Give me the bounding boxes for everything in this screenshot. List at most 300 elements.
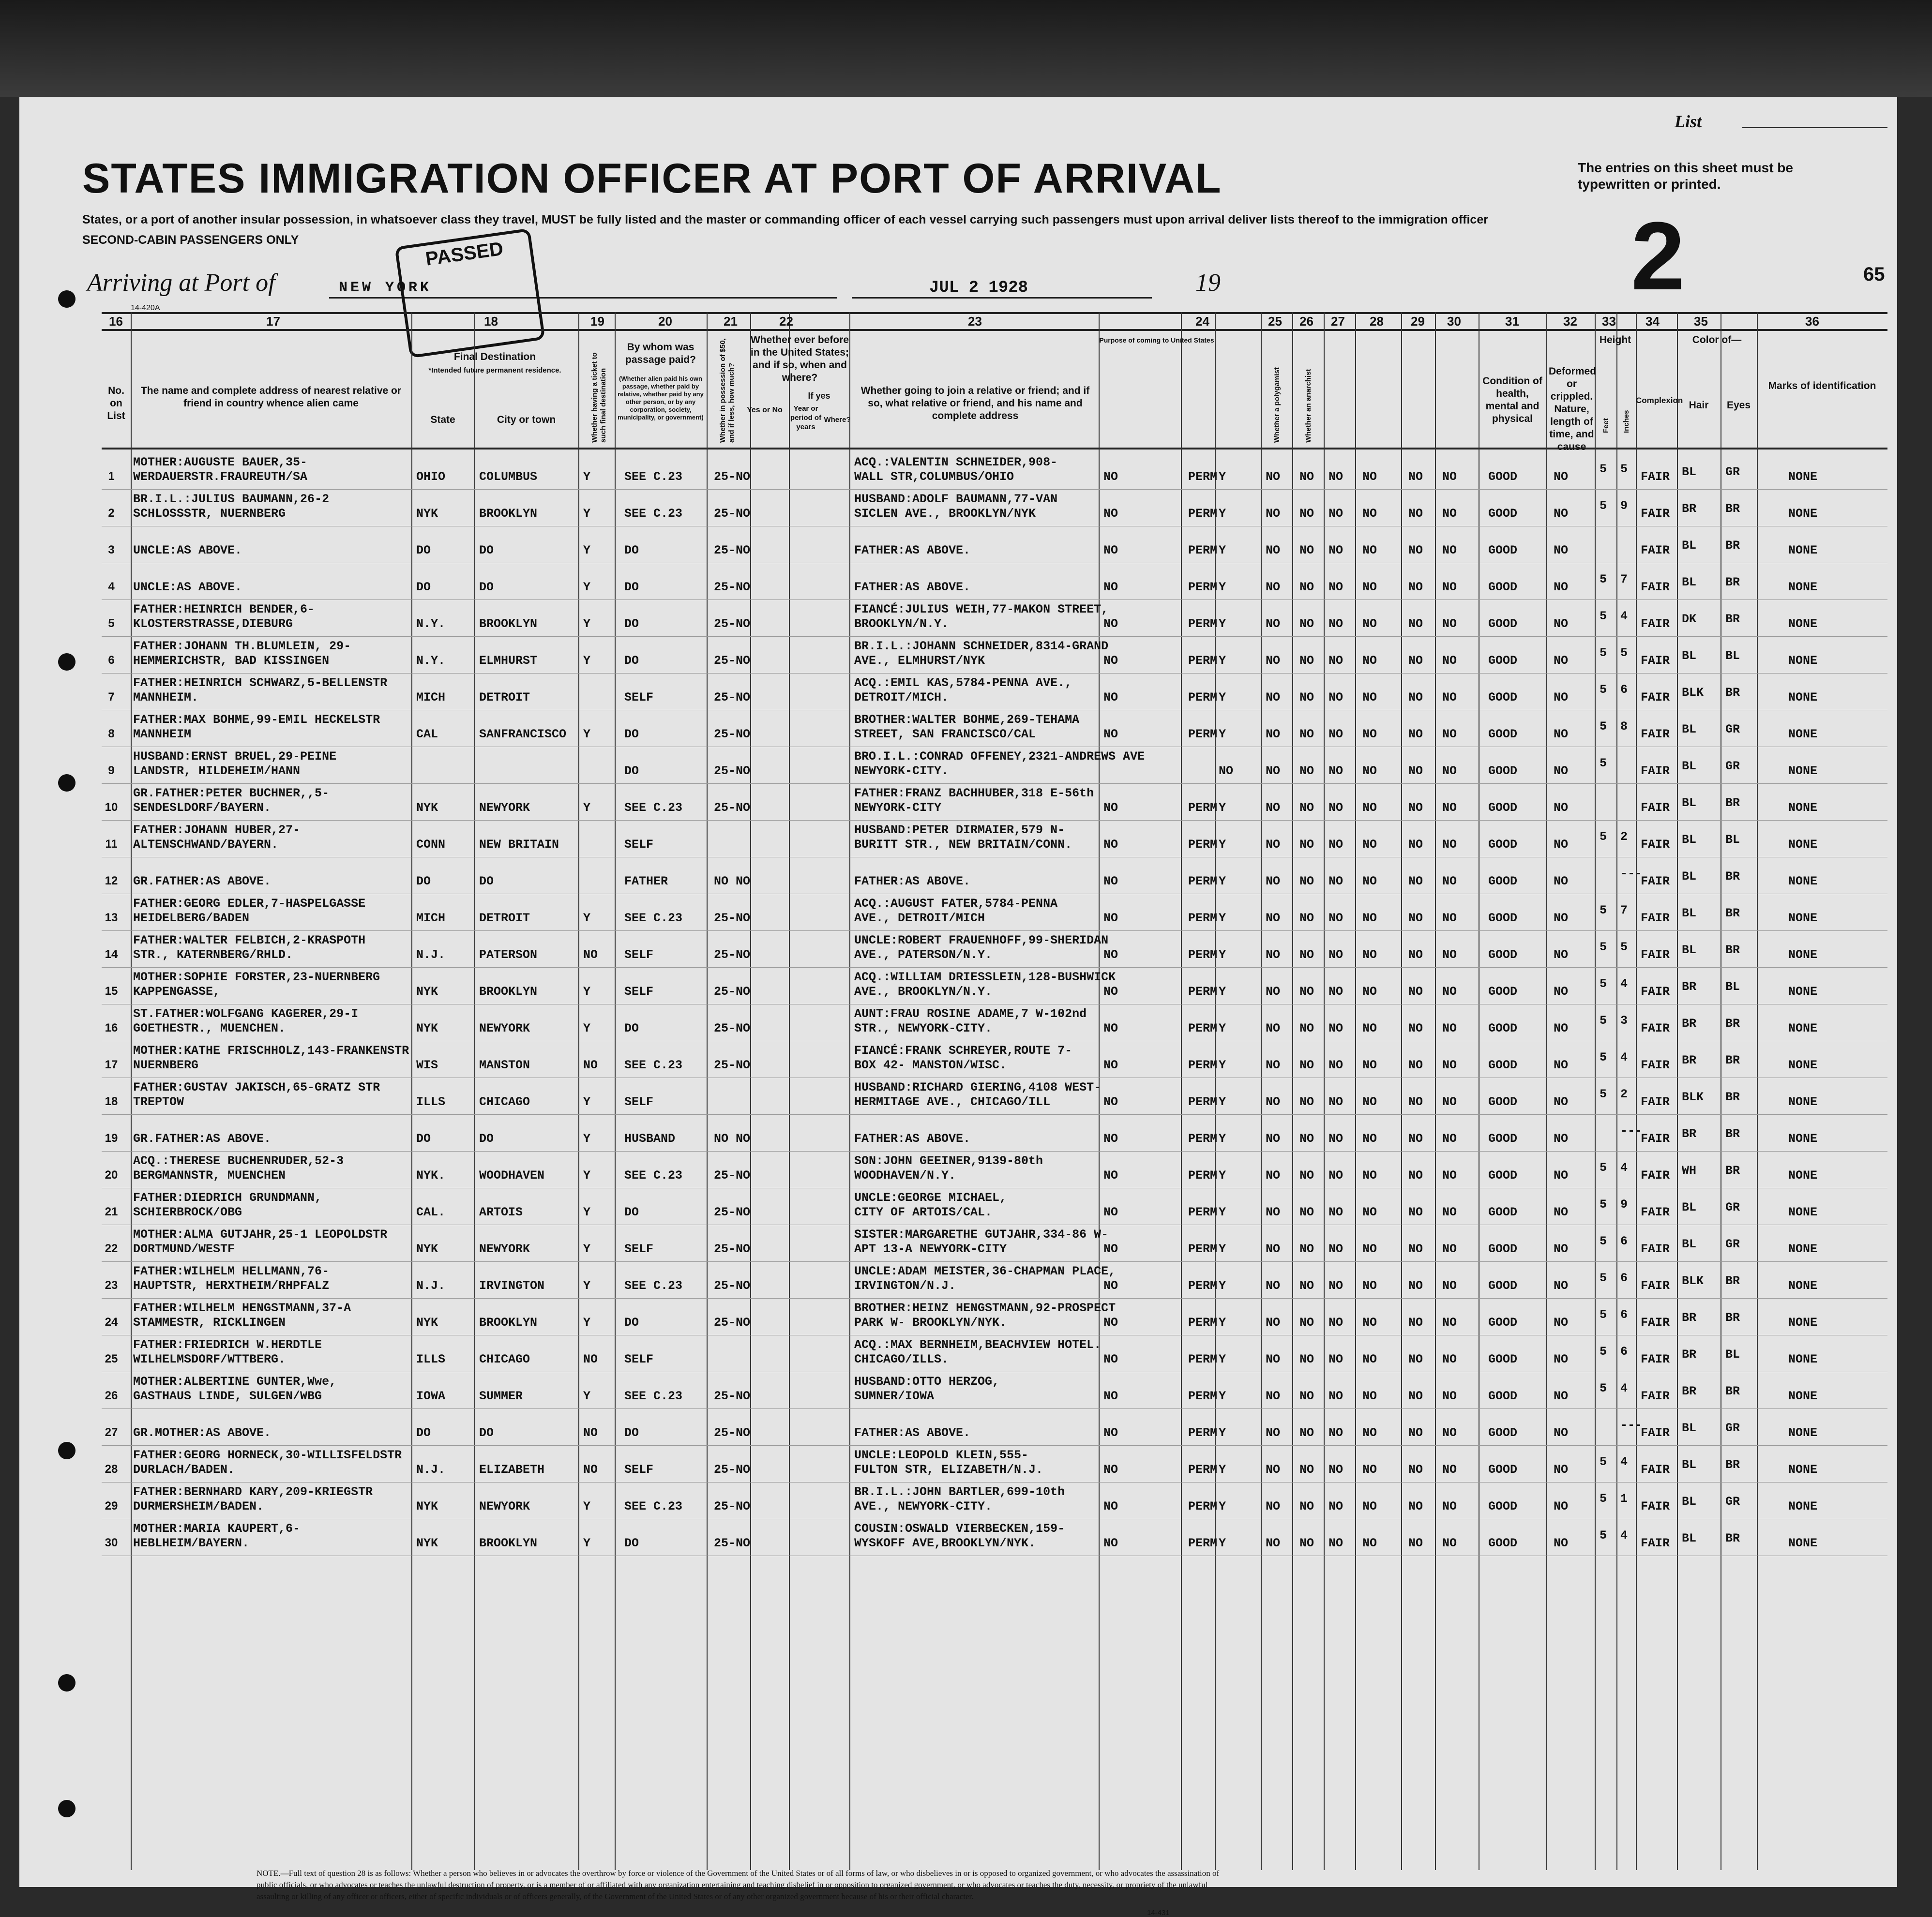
cell-paid: DO [624,1316,639,1330]
cell-in: 8 [1620,719,1628,734]
binder-hole [58,1674,75,1692]
cell-ft: 5 [1600,683,1607,697]
cell-money: 25-NO [714,1499,751,1513]
cell-paid: DO [624,1426,639,1440]
cell-marks: NONE [1788,1316,1818,1330]
cell-health: GOOD [1488,617,1518,631]
cell-no: 30 [105,1536,118,1549]
cell-in: 6 [1620,1234,1628,1248]
cell-money: 25-NO [714,1021,751,1035]
cell-comp: FAIR [1641,1168,1670,1183]
cell-state: MICH [416,690,446,704]
cell-join2: AVE., DETROIT/MICH [854,911,985,925]
cell-state: NYK [416,801,438,815]
cell-q29: NO [1408,654,1423,668]
cell-comp: FAIR [1641,1132,1670,1146]
cell-q25: NO [1266,1536,1281,1550]
cell-d1: NO [1103,911,1118,925]
cell-no: 4 [108,580,115,593]
cell-join1: SISTER:MARGARETHE GUTJAHR,334-86 W- [854,1228,1109,1242]
cell-money: 25-NO [714,1242,751,1256]
cell-q25: NO [1266,1279,1281,1293]
cell-comp: FAIR [1641,1463,1670,1477]
cell-hair: BR [1682,1348,1697,1362]
cell-d1: NO [1103,1168,1118,1183]
cell-rel2: HEIDELBERG/BADEN [133,911,250,925]
cell-q26: NO [1299,1205,1314,1219]
cell-q29: NO [1408,1095,1423,1109]
header-year-period: Year or period of years [790,404,822,431]
cell-join1: UNCLE:ADAM MEISTER,36-CHAPMAN PLACE, [854,1264,1116,1278]
cell-join2: STR., NEWYORK-CITY. [854,1021,993,1035]
cell-health: GOOD [1488,654,1518,668]
cell-in: 4 [1620,1381,1628,1395]
header-where: Where? [824,416,851,424]
cell-comp: FAIR [1641,507,1670,521]
cell-join2: AVE., PATERSON/N.Y. [854,948,993,962]
cell-state: N.Y. [416,617,446,631]
cell-money: 25-NO [714,801,751,815]
table-row [102,1482,1887,1519]
cell-d2: PERM [1188,727,1218,741]
cell-d2: PERM [1188,1205,1218,1219]
cell-marks: NONE [1788,1205,1818,1219]
cell-health: GOOD [1488,1205,1518,1219]
cell-ft: 5 [1600,1528,1607,1543]
list-label: List [1675,112,1702,131]
cell-q27: NO [1328,1205,1343,1219]
cell-rel1: FATHER:HEINRICH BENDER,6- [133,602,315,616]
cell-q29: NO [1408,1426,1423,1440]
cell-ticket: Y [583,1168,591,1183]
cell-q30: NO [1442,1499,1457,1513]
header-money: Whether in possession of $50, and if less, how much? [719,338,736,443]
cell-rel2: DURLACH/BADEN. [133,1463,235,1477]
cell-rel1: FATHER:BERNHARD KARY,209-KRIEGSTR [133,1485,373,1499]
cell-q29: NO [1408,1132,1423,1146]
cell-state: DO [416,1426,431,1440]
cell-rel2: SCHLOSSSTR, NUERNBERG [133,507,286,521]
cell-marks: NONE [1788,617,1818,631]
cell-q28: NO [1362,911,1377,925]
cell-state: NYK [416,1499,438,1513]
col-number: 16 [109,314,123,329]
cell-d1: NO [1103,580,1118,594]
cell-d3: Y [1219,948,1226,962]
cell-q30: NO [1442,617,1457,631]
cell-eyes: BR [1725,1017,1740,1031]
cell-in: 9 [1620,1198,1628,1212]
table-row [102,820,1887,857]
cell-d1: NO [1103,507,1118,521]
cell-in: 7 [1620,572,1628,586]
cell-ticket: Y [583,1205,591,1219]
cell-no: 6 [108,654,115,667]
cell-join1: ACQ.:AUGUST FATER,5784-PENNA [854,897,1058,911]
cell-marks: NONE [1788,1426,1818,1440]
table-row [102,489,1887,526]
cell-state: N.J. [416,1463,446,1477]
cell-in: 4 [1620,1050,1628,1064]
cell-q29: NO [1408,1499,1423,1513]
cell-hair: BL [1682,1531,1697,1545]
cell-ft: 5 [1600,830,1607,844]
cell-q28: NO [1362,1058,1377,1072]
cell-eyes: BR [1725,612,1740,626]
cell-eyes: GR [1725,722,1740,736]
cell-d1: NO [1103,1095,1118,1109]
cell-rel2: GR.MOTHER:AS ABOVE. [133,1426,272,1440]
cell-no: 14 [105,948,118,961]
cell-q30: NO [1442,1389,1457,1403]
cell-q29: NO [1408,985,1423,999]
cell-q27: NO [1328,911,1343,925]
cell-eyes: BR [1725,575,1740,589]
cell-d3: Y [1219,874,1226,888]
cell-health: GOOD [1488,874,1518,888]
binder-hole [58,290,75,308]
table-row [102,526,1887,563]
cell-deformed: NO [1554,1242,1569,1256]
cell-q27: NO [1328,1095,1343,1109]
cell-rel1: FATHER:GEORG EDLER,7-HASPELGASSE [133,897,366,911]
cell-ft: 5 [1600,903,1607,917]
table-row [102,1151,1887,1188]
cell-d2: PERM [1188,507,1218,521]
cell-no: 18 [105,1095,118,1108]
cell-health: GOOD [1488,1168,1518,1183]
cell-money: 25-NO [714,654,751,668]
cell-d2: PERM [1188,1463,1218,1477]
cell-hair: BL [1682,906,1697,920]
cell-q28: NO [1362,1536,1377,1550]
cell-money: 25-NO [714,580,751,594]
cell-ticket: Y [583,1132,591,1146]
cell-q27: NO [1328,727,1343,741]
cell-marks: NONE [1788,838,1818,852]
cell-marks: NONE [1788,1536,1818,1550]
cell-marks: NONE [1788,507,1818,521]
cell-rel2: HAUPTSTR, HERXTHEIM/RHPFALZ [133,1279,330,1293]
cell-comp: FAIR [1641,543,1670,557]
cell-state: N.J. [416,948,446,962]
cell-paid: SEE C.23 [624,507,683,521]
cell-rel1: ACQ.:THERESE BUCHENRUDER,52-3 [133,1154,344,1168]
cell-join1: FIANCÉ:JULIUS WEIH,77-MAKON STREET, [854,602,1109,616]
cell-join1: HUSBAND:PETER DIRMAIER,579 N- [854,823,1065,837]
cell-d3: NO [1219,764,1234,778]
cell-health: GOOD [1488,1389,1518,1403]
cell-money: NO NO [714,1132,751,1146]
cell-join2: DETROIT/MICH. [854,690,949,704]
cell-deformed: NO [1554,543,1569,557]
cell-ticket: NO [583,1426,598,1440]
cell-marks: NONE [1788,1095,1818,1109]
cell-join2: SICLEN AVE., BROOKLYN/NYK [854,507,1036,521]
cell-city: DO [479,543,494,557]
table-row [102,930,1887,967]
cell-city: BROOKLYN [479,507,538,521]
col-number: 32 [1563,314,1577,329]
header-purpose: Purpose of coming to United States [1099,336,1214,344]
cell-deformed: NO [1554,1132,1569,1146]
header-final-destination-note: *Intended future permanent residence. [428,366,561,374]
cell-join2: SUMNER/IOWA [854,1389,935,1403]
cell-ft: 5 [1600,1308,1607,1322]
cell-paid: SELF [624,948,654,962]
cell-ticket: Y [583,801,591,815]
header-before-us: Whether ever before in the United States; and if so, when and where? [750,334,849,383]
cell-money: 25-NO [714,1279,751,1293]
cell-marks: NONE [1788,543,1818,557]
cell-deformed: NO [1554,838,1569,852]
cell-comp: FAIR [1641,764,1670,778]
cell-rel1: FATHER:GUSTAV JAKISCH,65-GRATZ STR [133,1080,380,1094]
cell-paid: SEE C.23 [624,1389,683,1403]
header-ticket: Whether having a ticket to such final destination [590,352,607,443]
cell-q28: NO [1362,874,1377,888]
form-code: 14-420A [131,304,160,312]
cell-ticket: Y [583,1242,591,1256]
table-row [102,857,1887,894]
cell-money: 25-NO [714,911,751,925]
binder-hole [58,653,75,671]
cell-ft: 5 [1600,1198,1607,1212]
cell-q26: NO [1299,617,1314,631]
cell-state: DO [416,1132,431,1146]
instruction-text: States, or a port of another insular possession, in whatsoever class they travel, MUST be fully listed and the master or commanding officer of each vessel carrying such passengers must upon arrival deliver lists thereof to the immigration officer [82,213,1488,226]
cell-in: 4 [1620,1455,1628,1469]
cell-ft: 5 [1600,572,1607,586]
cell-q30: NO [1442,580,1457,594]
cell-rel1: FATHER:FRIEDRICH W.HERDTLE [133,1338,322,1352]
cell-q26: NO [1299,985,1314,999]
cell-ticket: NO [583,1352,598,1366]
cell-q25: NO [1266,874,1281,888]
cell-rel2: GASTHAUS LINDE, SULGEN/WBG [133,1389,322,1403]
cell-city: NEWYORK [479,1021,530,1035]
cell-q26: NO [1299,507,1314,521]
cell-health: GOOD [1488,801,1518,815]
cell-rel1: MOTHER:MARIA KAUPERT,6- [133,1522,301,1536]
cell-d2: PERM [1188,1536,1218,1550]
cell-d2: PERM [1188,543,1218,557]
cell-join1: BRO.I.L.:CONRAD OFFENEY,2321-ANDREWS AVE [854,749,1145,764]
cell-rel1: GR.FATHER:PETER BUCHNER,,5- [133,786,330,800]
cell-hair: BR [1682,1384,1697,1398]
cell-d3: Y [1219,1168,1226,1183]
cell-d2: PERM [1188,690,1218,704]
cell-q25: NO [1266,1058,1281,1072]
cell-deformed: NO [1554,470,1569,484]
cell-in: 3 [1620,1014,1628,1028]
cell-q25: NO [1266,1095,1281,1109]
cell-d2: PERM [1188,1132,1218,1146]
cell-q26: NO [1299,1168,1314,1183]
cell-q27: NO [1328,1426,1343,1440]
cell-q28: NO [1362,1352,1377,1366]
cell-city: BROOKLYN [479,617,538,631]
cell-city: ARTOIS [479,1205,523,1219]
cell-ticket: Y [583,507,591,521]
cell-d3: Y [1219,1352,1226,1366]
cell-marks: NONE [1788,911,1818,925]
cell-q25: NO [1266,1352,1281,1366]
cell-comp: FAIR [1641,1095,1670,1109]
page-title: STATES IMMIGRATION OFFICER AT PORT OF ARRIVAL [82,155,1222,202]
cell-state: N.J. [416,1279,446,1293]
cell-rel2: GOETHESTR., MUENCHEN. [133,1021,286,1035]
cell-marks: NONE [1788,1058,1818,1072]
cell-q25: NO [1266,1389,1281,1403]
cell-money: 25-NO [714,985,751,999]
table-row [102,1188,1887,1225]
cell-q27: NO [1328,1168,1343,1183]
cell-hair: BL [1682,796,1697,810]
cell-paid: DO [624,1021,639,1035]
cell-health: GOOD [1488,1426,1518,1440]
cell-in: --- [1620,867,1643,881]
cell-join2: AVE., BROOKLYN/N.Y. [854,985,993,999]
cell-paid: HUSBAND [624,1132,676,1146]
footnote-code: 14-431 [1147,1909,1170,1917]
header-state: State [430,414,455,425]
cell-ft: 5 [1600,646,1607,660]
cell-q30: NO [1442,470,1457,484]
manifest-page [19,97,1897,1917]
cell-state: WIS [416,1058,438,1072]
cell-in: 7 [1620,903,1628,917]
cell-city: NEWYORK [479,801,530,815]
cell-money: 25-NO [714,690,751,704]
cell-no: 5 [108,617,115,630]
col-number: 33 [1602,314,1616,329]
cell-deformed: NO [1554,580,1569,594]
cell-ft: 5 [1600,462,1607,476]
cell-q30: NO [1442,764,1457,778]
cell-ticket: Y [583,985,591,999]
cell-paid: SELF [624,838,654,852]
cell-d2: PERM [1188,470,1218,484]
cell-marks: NONE [1788,580,1818,594]
cell-deformed: NO [1554,985,1569,999]
cell-rel2: SENDESLDORF/BAYERN. [133,801,272,815]
cell-health: GOOD [1488,543,1518,557]
cell-marks: NONE [1788,1352,1818,1366]
cell-city: NEW BRITAIN [479,838,559,852]
cell-paid: DO [624,1205,639,1219]
cell-marks: NONE [1788,1499,1818,1513]
cell-no: 11 [105,838,118,851]
cell-health: GOOD [1488,1021,1518,1035]
cell-eyes: BR [1725,943,1740,957]
cell-state: DO [416,543,431,557]
cell-q30: NO [1442,985,1457,999]
cell-marks: NONE [1788,1168,1818,1183]
col-number: 22 [779,314,793,329]
cell-q30: NO [1442,911,1457,925]
cell-q28: NO [1362,470,1377,484]
cell-q30: NO [1442,543,1457,557]
table-rule [102,329,1887,331]
table-rule [102,448,1887,449]
cell-deformed: NO [1554,1426,1569,1440]
cell-q29: NO [1408,1168,1423,1183]
cell-paid: SELF [624,1352,654,1366]
cell-rel1: MOTHER:ALBERTINE GUNTER,Wwe, [133,1375,337,1389]
cell-marks: NONE [1788,985,1818,999]
cell-rel1: FATHER:WILHELM HELLMANN,76- [133,1264,330,1278]
cell-no: 21 [105,1205,118,1218]
cell-d1: NO [1103,1536,1118,1550]
cell-q30: NO [1442,801,1457,815]
cell-join2: PARK W- BROOKLYN/NYK. [854,1316,1007,1330]
cell-q25: NO [1266,1021,1281,1035]
cell-q28: NO [1362,727,1377,741]
cell-q28: NO [1362,1499,1377,1513]
cell-q26: NO [1299,948,1314,962]
cell-state: N.Y. [416,654,446,668]
cell-q26: NO [1299,1242,1314,1256]
cell-q25: NO [1266,1242,1281,1256]
cell-q29: NO [1408,1316,1423,1330]
cell-deformed: NO [1554,1463,1569,1477]
cell-q27: NO [1328,617,1343,631]
cell-q29: NO [1408,1463,1423,1477]
cell-state: ILLS [416,1095,446,1109]
stamp-text: PASSED [424,238,505,270]
cell-q28: NO [1362,1316,1377,1330]
cell-no: 1 [108,470,115,483]
header-no-on-list: No. on List [107,385,125,421]
cell-ticket: Y [583,654,591,668]
cell-no: 27 [105,1426,118,1439]
cell-money: 25-NO [714,507,751,521]
cell-comp: FAIR [1641,1021,1670,1035]
cell-state: OHIO [416,470,446,484]
cell-hair: BR [1682,502,1697,516]
cell-no: 29 [105,1499,118,1513]
cell-q25: NO [1266,801,1281,815]
cell-ticket: Y [583,1095,591,1109]
cell-d2: PERM [1188,1095,1218,1109]
table-row [102,1004,1887,1041]
cell-q27: NO [1328,580,1343,594]
cell-join2: FATHER:AS ABOVE. [854,580,971,594]
cell-q28: NO [1362,1205,1377,1219]
cell-d3: Y [1219,727,1226,741]
cell-q25: NO [1266,727,1281,741]
cell-q30: NO [1442,1352,1457,1366]
cell-q27: NO [1328,874,1343,888]
cell-eyes: BR [1725,906,1740,920]
cell-city: WOODHAVEN [479,1168,545,1183]
cell-city: DO [479,1132,494,1146]
cell-hair: BL [1682,465,1697,479]
cell-join1: UNCLE:ROBERT FRAUENHOFF,99-SHERIDAN [854,933,1109,947]
cell-q28: NO [1362,1095,1377,1109]
cell-comp: FAIR [1641,1058,1670,1072]
cell-q25: NO [1266,948,1281,962]
cell-d1: NO [1103,654,1118,668]
cell-paid: SEE C.23 [624,1279,683,1293]
col-number: 24 [1195,314,1209,329]
cell-d2: PERM [1188,580,1218,594]
cell-health: GOOD [1488,1499,1518,1513]
table-row [102,1519,1887,1556]
cell-hair: BLK [1682,1090,1704,1104]
cell-q28: NO [1362,617,1377,631]
